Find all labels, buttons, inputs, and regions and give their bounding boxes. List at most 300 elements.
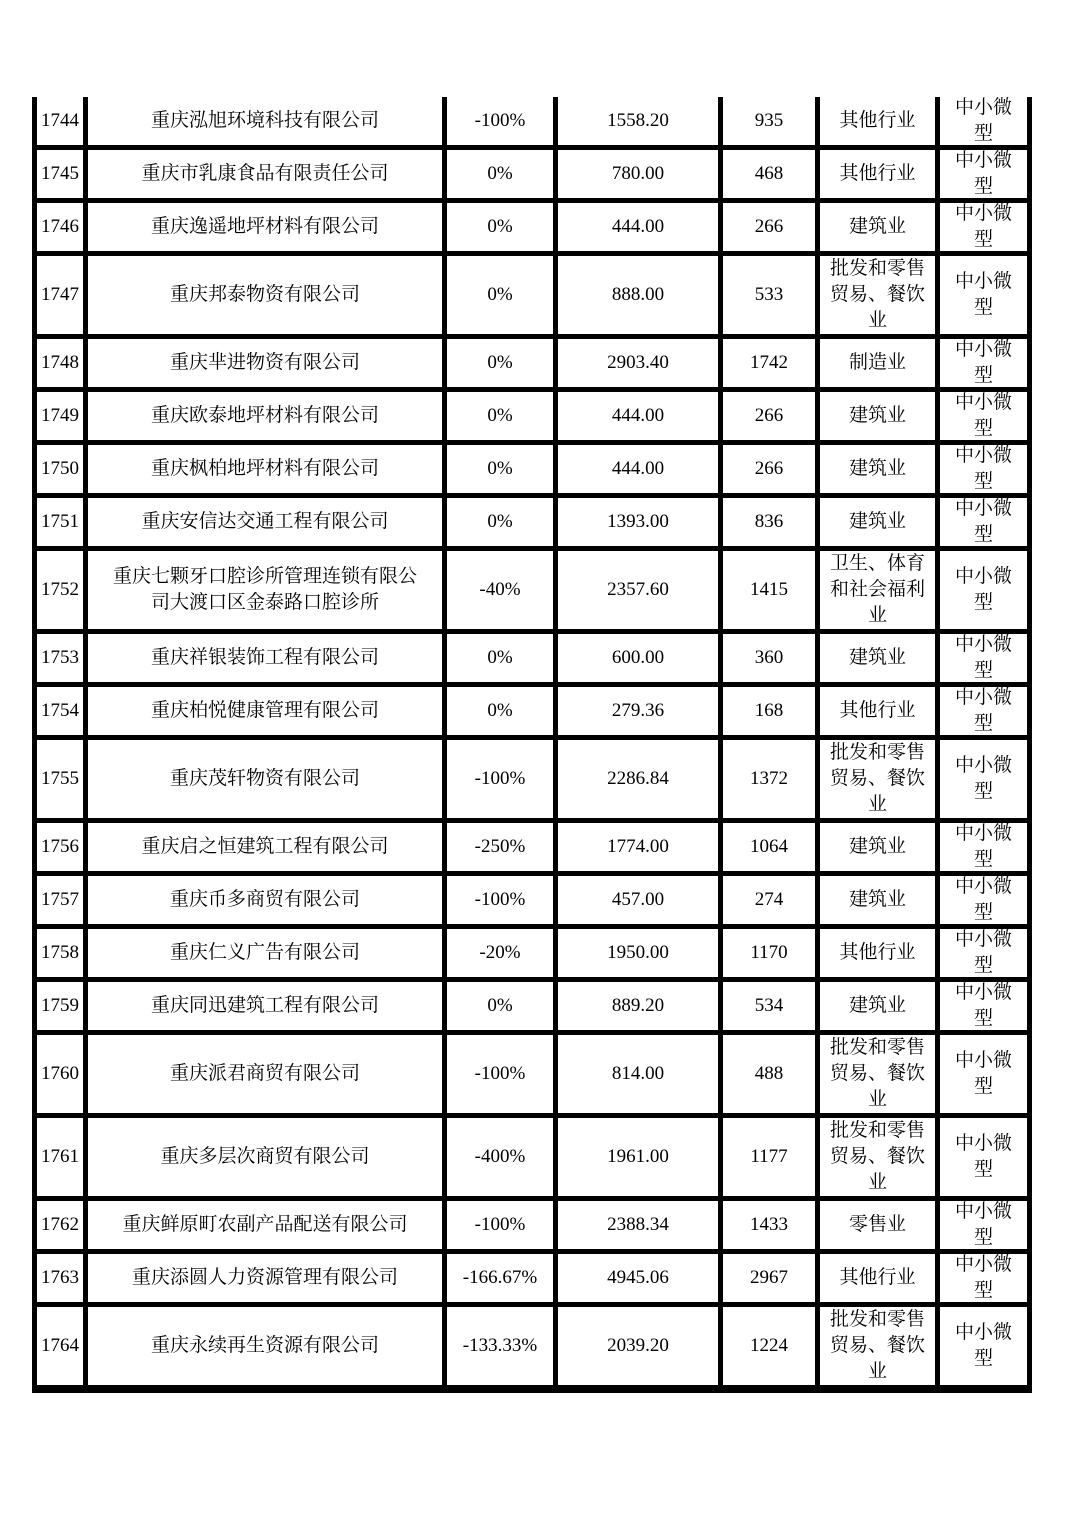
cell-change-percent xyxy=(445,632,556,685)
cell-change-percent xyxy=(445,97,556,148)
cell-row-number-text: 1754 xyxy=(41,700,79,721)
cell-row-number-text: 1751 xyxy=(41,511,79,532)
cell-industry-text: 批发和零售贸易、餐饮业 xyxy=(829,1309,925,1382)
cell-enterprise-size-text: 中小微型 xyxy=(954,339,1012,386)
cell-industry xyxy=(818,443,938,496)
cell-company-name xyxy=(86,1305,445,1390)
cell-row-number-text: 1761 xyxy=(41,1146,79,1167)
cell-enterprise-size xyxy=(938,1033,1030,1116)
cell-change-percent xyxy=(445,443,556,496)
cell-row-number xyxy=(35,685,86,738)
cell-count xyxy=(721,443,818,496)
cell-industry-text: 批发和零售贸易、餐饮业 xyxy=(829,258,925,331)
cell-amount xyxy=(556,549,721,632)
cell-company-name-text: 重庆同迅建筑工程有限公司 xyxy=(150,995,379,1016)
cell-company-name-text: 重庆币多商贸有限公司 xyxy=(169,889,360,910)
cell-amount-text: 600.00 xyxy=(611,647,665,668)
cell-industry-text: 其他行业 xyxy=(839,942,916,963)
cell-row-number-text: 1763 xyxy=(41,1267,79,1288)
cell-amount xyxy=(556,201,721,254)
cell-industry-text: 其他行业 xyxy=(839,1267,916,1288)
cell-amount-text: 1393.00 xyxy=(607,511,669,532)
cell-row-number xyxy=(35,1252,86,1305)
cell-company-name xyxy=(86,496,445,549)
cell-count-text: 1064 xyxy=(750,836,788,857)
cell-change-percent-text: 0% xyxy=(487,352,513,373)
cell-amount xyxy=(556,1116,721,1199)
cell-enterprise-size xyxy=(938,632,1030,685)
cell-amount-text: 1961.00 xyxy=(607,1146,669,1167)
cell-count-text: 534 xyxy=(754,995,784,1016)
cell-company-name xyxy=(86,337,445,390)
cell-enterprise-size xyxy=(938,821,1030,874)
cell-amount-text: 457.00 xyxy=(611,889,665,910)
cell-industry-text: 建筑业 xyxy=(848,511,906,532)
cell-industry xyxy=(818,1252,938,1305)
cell-change-percent xyxy=(445,1199,556,1252)
cell-company-name xyxy=(86,821,445,874)
cell-company-name-text: 重庆欧泰地坪材料有限公司 xyxy=(150,405,379,426)
cell-change-percent-text: -250% xyxy=(474,836,526,857)
cell-row-number-text: 1762 xyxy=(41,1214,79,1235)
cell-count xyxy=(721,97,818,148)
cell-row-number-text: 1760 xyxy=(41,1063,79,1084)
cell-company-name-text: 重庆派君商贸有限公司 xyxy=(169,1063,360,1084)
cell-count xyxy=(721,201,818,254)
cell-count xyxy=(721,390,818,443)
cell-industry-text: 建筑业 xyxy=(848,836,906,857)
cell-amount-text: 444.00 xyxy=(611,458,665,479)
cell-enterprise-size-text: 中小微型 xyxy=(954,982,1012,1029)
table-row xyxy=(35,980,1030,1033)
table-row xyxy=(35,874,1030,927)
table-row xyxy=(35,1116,1030,1199)
cell-industry-text: 零售业 xyxy=(848,1214,906,1235)
cell-change-percent-text: -100% xyxy=(474,1063,526,1084)
table-row xyxy=(35,148,1030,201)
cell-change-percent-text: -100% xyxy=(474,1214,526,1235)
cell-enterprise-size-text: 中小微型 xyxy=(954,150,1012,197)
cell-count-text: 266 xyxy=(754,216,784,237)
table-row xyxy=(35,254,1030,337)
cell-enterprise-size-text: 中小微型 xyxy=(954,1133,1012,1180)
cell-row-number xyxy=(35,337,86,390)
cell-enterprise-size xyxy=(938,980,1030,1033)
cell-industry-text: 建筑业 xyxy=(848,216,906,237)
cell-industry xyxy=(818,1199,938,1252)
cell-row-number xyxy=(35,927,86,980)
cell-amount xyxy=(556,1033,721,1116)
cell-row-number xyxy=(35,390,86,443)
cell-industry xyxy=(818,1116,938,1199)
cell-change-percent-text: 0% xyxy=(487,511,513,532)
cell-enterprise-size-text: 中小微型 xyxy=(954,687,1012,734)
cell-row-number-text: 1755 xyxy=(41,768,79,789)
cell-row-number xyxy=(35,980,86,1033)
cell-company-name-text: 重庆七颗牙口腔诊所管理连锁有限公司大渡口区金泰路口腔诊所 xyxy=(112,566,417,613)
cell-amount xyxy=(556,97,721,148)
cell-count xyxy=(721,254,818,337)
cell-count xyxy=(721,148,818,201)
cell-change-percent-text: 0% xyxy=(487,405,513,426)
cell-company-name-text: 重庆启之恒建筑工程有限公司 xyxy=(141,836,389,857)
cell-row-number xyxy=(35,821,86,874)
cell-amount xyxy=(556,254,721,337)
cell-count xyxy=(721,337,818,390)
cell-row-number-text: 1745 xyxy=(41,163,79,184)
cell-amount-text: 2388.34 xyxy=(607,1214,669,1235)
cell-industry xyxy=(818,1033,938,1116)
cell-count-text: 1742 xyxy=(750,352,788,373)
cell-count-text: 1224 xyxy=(750,1335,788,1356)
table-row xyxy=(35,97,1030,148)
cell-count-text: 2967 xyxy=(750,1267,788,1288)
cell-company-name xyxy=(86,927,445,980)
cell-company-name xyxy=(86,980,445,1033)
cell-count xyxy=(721,1033,818,1116)
cell-count xyxy=(721,821,818,874)
cell-industry xyxy=(818,337,938,390)
cell-company-name-text: 重庆柏悦健康管理有限公司 xyxy=(150,700,379,721)
table-row xyxy=(35,738,1030,821)
cell-change-percent-text: 0% xyxy=(487,995,513,1016)
cell-count-text: 836 xyxy=(754,511,784,532)
cell-row-number-text: 1756 xyxy=(41,836,79,857)
cell-amount-text: 444.00 xyxy=(611,405,665,426)
cell-change-percent-text: -100% xyxy=(474,768,526,789)
cell-company-name-text: 重庆多层次商贸有限公司 xyxy=(160,1146,370,1167)
cell-enterprise-size-text: 中小微型 xyxy=(954,876,1012,923)
cell-row-number xyxy=(35,254,86,337)
cell-industry xyxy=(818,738,938,821)
cell-amount xyxy=(556,1305,721,1390)
cell-enterprise-size-text: 中小微型 xyxy=(954,1050,1012,1097)
cell-count-text: 1415 xyxy=(750,579,788,600)
cell-amount xyxy=(556,1199,721,1252)
table-row xyxy=(35,632,1030,685)
cell-count-text: 468 xyxy=(754,163,784,184)
table-row xyxy=(35,1199,1030,1252)
cell-company-name-text: 重庆市乳康食品有限责任公司 xyxy=(141,163,389,184)
cell-change-percent xyxy=(445,738,556,821)
cell-company-name-text: 重庆祥银装饰工程有限公司 xyxy=(150,647,379,668)
cell-industry-text: 批发和零售贸易、餐饮业 xyxy=(829,1120,925,1193)
cell-enterprise-size-text: 中小微型 xyxy=(954,445,1012,492)
cell-company-name-text: 重庆鲜原町农副产品配送有限公司 xyxy=(122,1214,408,1235)
cell-row-number-text: 1744 xyxy=(41,110,79,131)
cell-company-name xyxy=(86,738,445,821)
cell-amount-text: 4945.06 xyxy=(607,1267,669,1288)
cell-row-number-text: 1758 xyxy=(41,942,79,963)
cell-industry-text: 建筑业 xyxy=(848,647,906,668)
cell-count-text: 266 xyxy=(754,458,784,479)
cell-change-percent xyxy=(445,254,556,337)
cell-amount-text: 279.36 xyxy=(611,700,665,721)
cell-company-name-text: 重庆芈进物资有限公司 xyxy=(169,352,360,373)
cell-enterprise-size-text: 中小微型 xyxy=(954,203,1012,250)
cell-industry xyxy=(818,549,938,632)
cell-change-percent xyxy=(445,148,556,201)
cell-company-name xyxy=(86,549,445,632)
cell-industry xyxy=(818,927,938,980)
cell-industry xyxy=(818,390,938,443)
cell-change-percent-text: 0% xyxy=(487,216,513,237)
cell-change-percent xyxy=(445,201,556,254)
cell-industry-text: 建筑业 xyxy=(848,995,906,1016)
cell-company-name-text: 重庆添圆人力资源管理有限公司 xyxy=(131,1267,398,1288)
cell-count xyxy=(721,738,818,821)
cell-row-number xyxy=(35,97,86,148)
cell-row-number-text: 1746 xyxy=(41,216,79,237)
cell-row-number-text: 1749 xyxy=(41,405,79,426)
cell-count xyxy=(721,1305,818,1390)
cell-industry xyxy=(818,980,938,1033)
table-row xyxy=(35,496,1030,549)
cell-enterprise-size xyxy=(938,201,1030,254)
cell-industry-text: 建筑业 xyxy=(848,405,906,426)
cell-row-number xyxy=(35,443,86,496)
cell-enterprise-size xyxy=(938,337,1030,390)
cell-company-name xyxy=(86,97,445,148)
cell-company-name-text: 重庆邦泰物资有限公司 xyxy=(169,284,360,305)
cell-enterprise-size-text: 中小微型 xyxy=(954,566,1012,613)
cell-count-text: 360 xyxy=(754,647,784,668)
cell-amount-text: 888.00 xyxy=(611,284,665,305)
cell-count-text: 266 xyxy=(754,405,784,426)
cell-industry-text: 其他行业 xyxy=(839,700,916,721)
cell-change-percent-text: -40% xyxy=(479,579,521,600)
cell-change-percent-text: -100% xyxy=(474,889,526,910)
table-row xyxy=(35,1305,1030,1390)
cell-change-percent xyxy=(445,980,556,1033)
cell-count xyxy=(721,874,818,927)
cell-amount xyxy=(556,685,721,738)
cell-row-number xyxy=(35,148,86,201)
table-body xyxy=(35,97,1030,1389)
cell-amount xyxy=(556,148,721,201)
cell-enterprise-size-text: 中小微型 xyxy=(954,271,1012,318)
cell-enterprise-size-text: 中小微型 xyxy=(954,97,1012,144)
cell-enterprise-size-text: 中小微型 xyxy=(954,498,1012,545)
cell-change-percent xyxy=(445,1033,556,1116)
cell-industry xyxy=(818,874,938,927)
cell-enterprise-size-text: 中小微型 xyxy=(954,1201,1012,1248)
cell-row-number-text: 1752 xyxy=(41,579,79,600)
cell-count xyxy=(721,496,818,549)
cell-change-percent xyxy=(445,685,556,738)
cell-enterprise-size xyxy=(938,1116,1030,1199)
cell-row-number xyxy=(35,1116,86,1199)
cell-count-text: 274 xyxy=(754,889,784,910)
cell-industry-text: 制造业 xyxy=(848,352,906,373)
table-row xyxy=(35,1252,1030,1305)
cell-industry-text: 建筑业 xyxy=(848,458,906,479)
cell-change-percent-text: 0% xyxy=(487,700,513,721)
table-row xyxy=(35,337,1030,390)
cell-count xyxy=(721,685,818,738)
cell-company-name-text: 重庆逸遥地坪材料有限公司 xyxy=(150,216,379,237)
cell-count-text: 168 xyxy=(754,700,784,721)
cell-industry xyxy=(818,821,938,874)
cell-amount-text: 2039.20 xyxy=(607,1335,669,1356)
cell-industry xyxy=(818,201,938,254)
cell-change-percent-text: 0% xyxy=(487,284,513,305)
cell-amount-text: 1558.20 xyxy=(607,110,669,131)
cell-row-number-text: 1764 xyxy=(41,1335,79,1356)
cell-amount xyxy=(556,874,721,927)
cell-amount-text: 2357.60 xyxy=(607,579,669,600)
cell-row-number xyxy=(35,1305,86,1390)
cell-count-text: 488 xyxy=(754,1063,784,1084)
table-row xyxy=(35,1033,1030,1116)
cell-industry-text: 批发和零售贸易、餐饮业 xyxy=(829,1037,925,1110)
cell-enterprise-size xyxy=(938,738,1030,821)
cell-enterprise-size-text: 中小微型 xyxy=(954,1254,1012,1301)
cell-company-name xyxy=(86,201,445,254)
cell-enterprise-size xyxy=(938,927,1030,980)
cell-company-name-text: 重庆安信达交通工程有限公司 xyxy=(141,511,389,532)
cell-amount xyxy=(556,390,721,443)
cell-change-percent xyxy=(445,496,556,549)
cell-row-number xyxy=(35,738,86,821)
cell-enterprise-size xyxy=(938,1305,1030,1390)
cell-amount xyxy=(556,337,721,390)
cell-change-percent xyxy=(445,874,556,927)
cell-company-name-text: 重庆泓旭环境科技有限公司 xyxy=(150,110,379,131)
cell-enterprise-size xyxy=(938,874,1030,927)
cell-change-percent-text: -20% xyxy=(479,942,521,963)
cell-enterprise-size-text: 中小微型 xyxy=(954,755,1012,802)
cell-enterprise-size xyxy=(938,390,1030,443)
cell-count-text: 1177 xyxy=(750,1146,788,1167)
cell-industry xyxy=(818,1305,938,1390)
cell-change-percent xyxy=(445,821,556,874)
cell-change-percent xyxy=(445,549,556,632)
cell-row-number-text: 1748 xyxy=(41,352,79,373)
cell-industry-text: 其他行业 xyxy=(839,110,916,131)
cell-company-name-text: 重庆茂轩物资有限公司 xyxy=(169,768,360,789)
cell-row-number-text: 1747 xyxy=(41,284,79,305)
cell-enterprise-size-text: 中小微型 xyxy=(954,1322,1012,1369)
cell-row-number-text: 1750 xyxy=(41,458,79,479)
cell-industry xyxy=(818,148,938,201)
cell-change-percent xyxy=(445,1305,556,1390)
table-row xyxy=(35,927,1030,980)
cell-change-percent-text: 0% xyxy=(487,647,513,668)
cell-row-number xyxy=(35,874,86,927)
cell-row-number xyxy=(35,201,86,254)
cell-count-text: 1433 xyxy=(750,1214,788,1235)
cell-enterprise-size xyxy=(938,254,1030,337)
cell-amount xyxy=(556,821,721,874)
cell-amount-text: 2286.84 xyxy=(607,768,669,789)
table-row xyxy=(35,821,1030,874)
cell-enterprise-size-text: 中小微型 xyxy=(954,634,1012,681)
cell-amount xyxy=(556,496,721,549)
cell-enterprise-size xyxy=(938,148,1030,201)
cell-company-name xyxy=(86,443,445,496)
cell-change-percent-text: 0% xyxy=(487,458,513,479)
table-row xyxy=(35,201,1030,254)
cell-enterprise-size-text: 中小微型 xyxy=(954,823,1012,870)
cell-enterprise-size xyxy=(938,685,1030,738)
table-row xyxy=(35,685,1030,738)
cell-industry xyxy=(818,632,938,685)
cell-change-percent xyxy=(445,1252,556,1305)
cell-company-name-text: 重庆枫柏地坪材料有限公司 xyxy=(150,458,379,479)
cell-row-number xyxy=(35,1033,86,1116)
cell-count xyxy=(721,1199,818,1252)
cell-enterprise-size xyxy=(938,1199,1030,1252)
table-row xyxy=(35,390,1030,443)
cell-count-text: 935 xyxy=(754,110,784,131)
cell-enterprise-size xyxy=(938,496,1030,549)
cell-change-percent-text: 0% xyxy=(487,163,513,184)
cell-company-name xyxy=(86,1252,445,1305)
cell-company-name xyxy=(86,1199,445,1252)
cell-industry xyxy=(818,254,938,337)
cell-enterprise-size-text: 中小微型 xyxy=(954,929,1012,976)
cell-amount xyxy=(556,1252,721,1305)
cell-count xyxy=(721,549,818,632)
cell-change-percent-text: -100% xyxy=(474,110,526,131)
cell-row-number xyxy=(35,1199,86,1252)
cell-row-number-text: 1759 xyxy=(41,995,79,1016)
cell-amount-text: 780.00 xyxy=(611,163,665,184)
cell-company-name xyxy=(86,874,445,927)
cell-company-name-text: 重庆仁义广告有限公司 xyxy=(169,942,360,963)
cell-row-number-text: 1757 xyxy=(41,889,79,910)
cell-amount xyxy=(556,927,721,980)
cell-company-name-text: 重庆永续再生资源有限公司 xyxy=(150,1335,379,1356)
cell-industry-text: 批发和零售贸易、餐饮业 xyxy=(829,742,925,815)
cell-amount-text: 889.20 xyxy=(611,995,665,1016)
cell-company-name xyxy=(86,1116,445,1199)
cell-count xyxy=(721,1116,818,1199)
cell-enterprise-size xyxy=(938,443,1030,496)
cell-count xyxy=(721,1252,818,1305)
cell-enterprise-size-text: 中小微型 xyxy=(954,392,1012,439)
cell-company-name xyxy=(86,254,445,337)
cell-amount xyxy=(556,443,721,496)
cell-industry-text: 卫生、体育和社会福利业 xyxy=(829,553,925,626)
cell-change-percent xyxy=(445,927,556,980)
cell-company-name xyxy=(86,148,445,201)
cell-row-number-text: 1753 xyxy=(41,647,79,668)
cell-row-number xyxy=(35,549,86,632)
cell-change-percent xyxy=(445,390,556,443)
cell-company-name xyxy=(86,390,445,443)
cell-enterprise-size xyxy=(938,549,1030,632)
cell-industry-text: 建筑业 xyxy=(848,889,906,910)
cell-amount-text: 1950.00 xyxy=(607,942,669,963)
cell-change-percent-text: -133.33% xyxy=(462,1335,538,1356)
cell-change-percent xyxy=(445,337,556,390)
cell-amount-text: 1774.00 xyxy=(607,836,669,857)
cell-amount xyxy=(556,632,721,685)
cell-count-text: 1170 xyxy=(750,942,788,963)
cell-amount xyxy=(556,980,721,1033)
cell-enterprise-size xyxy=(938,1252,1030,1305)
table-row xyxy=(35,549,1030,632)
cell-amount-text: 814.00 xyxy=(611,1063,665,1084)
cell-count-text: 533 xyxy=(754,284,784,305)
cell-enterprise-size xyxy=(938,97,1030,148)
cell-industry xyxy=(818,685,938,738)
cell-count xyxy=(721,632,818,685)
cell-industry xyxy=(818,496,938,549)
company-table xyxy=(32,97,1032,1393)
